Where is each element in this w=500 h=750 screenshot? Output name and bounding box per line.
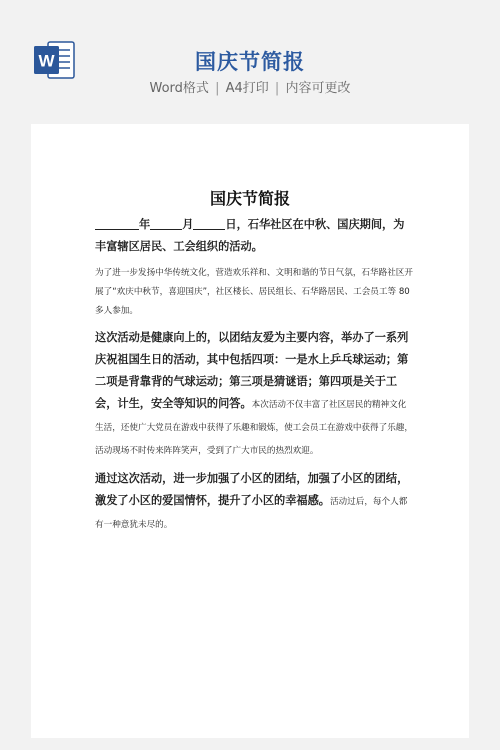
page-header bbox=[0, 0, 500, 120]
editable-label: 内容可更改 bbox=[285, 81, 351, 96]
year-blank bbox=[95, 217, 139, 230]
page-subtitle bbox=[0, 77, 500, 96]
word-logo-letter: W bbox=[38, 51, 55, 71]
separator: | bbox=[215, 81, 220, 96]
document-title: 国庆节简报 bbox=[209, 189, 290, 208]
page-title: 国庆节简报 bbox=[195, 50, 305, 74]
month-blank bbox=[150, 217, 182, 230]
document-page bbox=[31, 124, 469, 738]
print-label: A4打印 bbox=[225, 81, 269, 96]
paragraph-2: 为了进一步发扬中华传统文化，营造欢乐祥和、文明和谐的节日气氛，石华路社区开展了“欢庆中秋节，喜迎国庆”，社区楼长、居民组长、石华路居民、工会员工等 80 多人参加。 bbox=[95, 268, 413, 316]
paragraph-4: 通过这次活动，进一步加强了小区的团结，加强了小区的团结，激发了小区的爱国情怀，提升了小区的幸福感。活动过后，每个人都有一种意犹未尽的。 bbox=[95, 472, 409, 530]
document-body bbox=[95, 214, 413, 542]
intro-paragraph: 年 月 日，石华社区在中秋、国庆期间，为丰富辖区居民、工会组织的活动。 bbox=[95, 218, 405, 253]
paragraph-3: 这次活动是健康向上的，以团结友爱为主要内容，举办了一系列庆祝祖国生日的活动，其中包括四项：一是水上乒乓球运动；第二项是背靠背的气球运动；第三项是猜谜语；第四项是关于工会，计生，安全等知识的问答。本次活动不仅丰富了社区居民的精神文化生活，还使广大党员在游戏中获得了乐趣和锻炼，使工会员工在游戏中获得了乐趣，活动现场不时传来阵阵笑声，受到了广大市民的热烈欢迎。 bbox=[95, 331, 413, 456]
separator: | bbox=[274, 81, 280, 96]
format-label: Word格式 bbox=[149, 81, 209, 96]
day-blank bbox=[193, 217, 225, 230]
